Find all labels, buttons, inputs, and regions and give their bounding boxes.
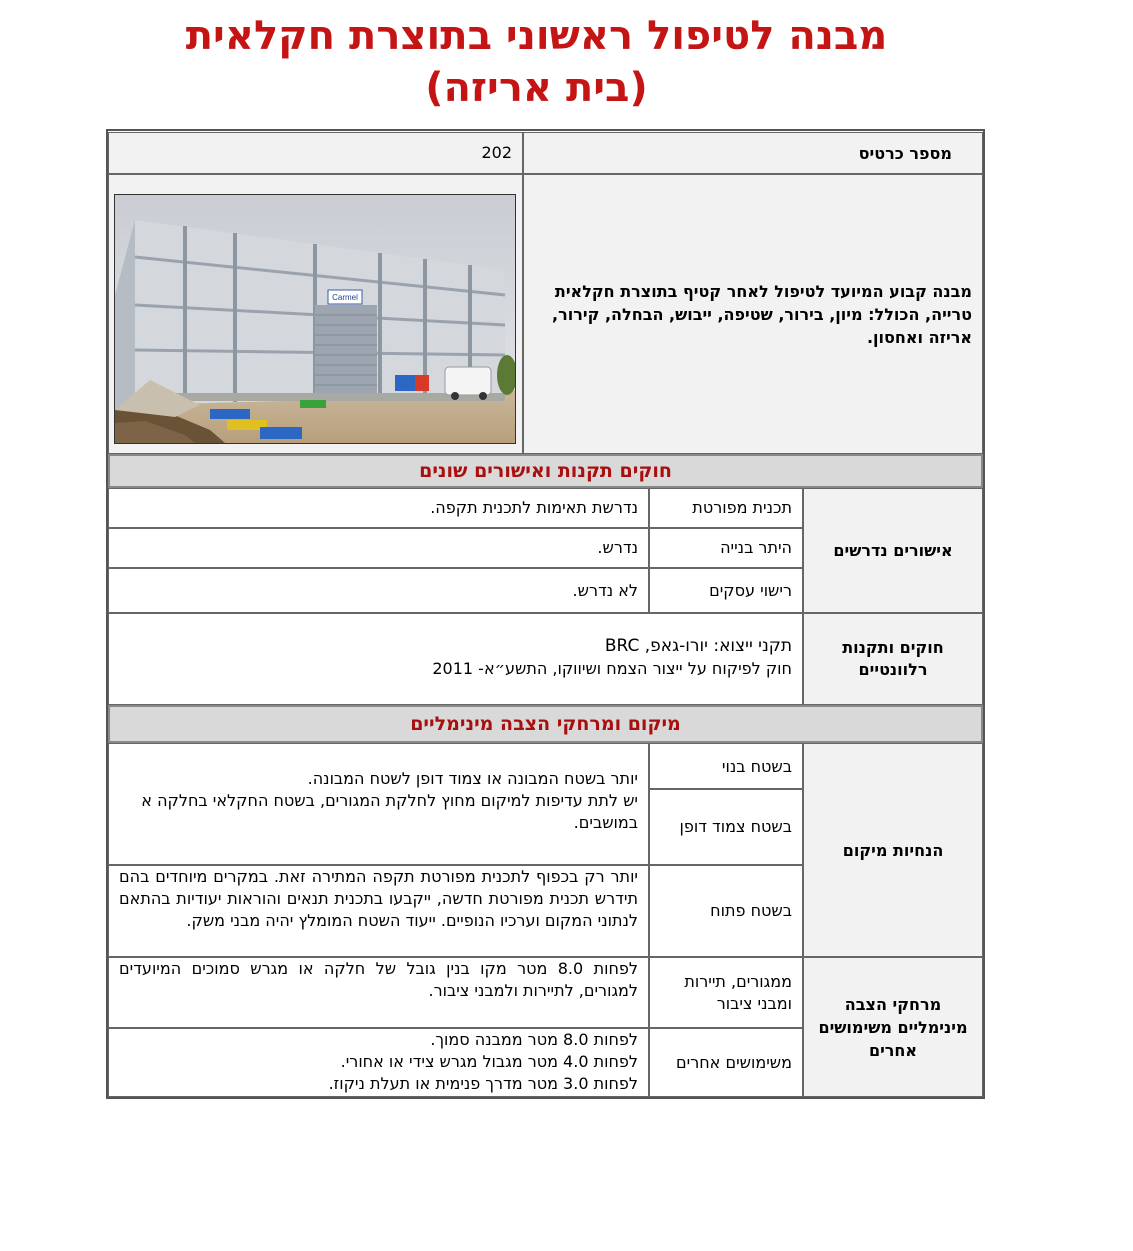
approval-value-cell bbox=[108, 488, 649, 528]
residential-label: ממגורים, תיירות ומבני ציבור bbox=[684, 971, 792, 1013]
other-uses-line: לפחות 4.0 מטר מגבול מגרש צידי או אחורי. bbox=[340, 1052, 638, 1071]
open-area-label: בשטח פתוח bbox=[710, 901, 792, 920]
built-adjacent-text-cell bbox=[108, 743, 649, 865]
approval-name: היתר בנייה bbox=[720, 538, 792, 557]
laws-label: חוקים ותקנות רלוונטיים bbox=[842, 638, 944, 679]
adjacent-area-label-cell bbox=[649, 789, 803, 865]
built-area-label-cell bbox=[649, 743, 803, 789]
laws-section-title: חוקים תקנות ואישורים שונים bbox=[419, 460, 672, 482]
approval-name: רישוי עסקים bbox=[709, 580, 792, 600]
distances-label-cell bbox=[803, 957, 983, 1097]
laws-text-cell bbox=[108, 613, 803, 705]
location-section-title: מיקום ומרחקי הצבה מינימליים bbox=[410, 713, 681, 735]
open-area-label-cell bbox=[649, 865, 803, 957]
title-line-1: מבנה לטיפול ראשוני בתוצרת חקלאית bbox=[185, 13, 888, 59]
title-line-2: (בית אריזה) bbox=[425, 65, 648, 111]
distances-label: מרחקי הצבה מינימליים משימושים אחרים bbox=[818, 994, 968, 1060]
built-adjacent-text-2: יש לתת עדיפות למיקום מחוץ לחלקת המגורים, בשטח החקלאי בחלקה א במושבים. bbox=[141, 791, 638, 832]
page-title bbox=[0, 10, 1073, 114]
photo-sign-text: Carmel bbox=[332, 293, 358, 302]
approval-value: נדרש. bbox=[597, 538, 638, 557]
approvals-label-cell bbox=[803, 488, 983, 613]
built-area-label: בשטח בנוי bbox=[721, 757, 792, 776]
laws-line-1: תקני ייצוא: יורו-גאפ, BRC bbox=[604, 636, 792, 656]
other-uses-line: לפחות 8.0 מטר ממבנה סמוך. bbox=[430, 1030, 638, 1049]
residential-text: לפחות 8.0 מטר מקו בנין גובל של חלקה או מגרש סמוכים המיועדים למגורים, לתיירות ולמבני ציבור. bbox=[119, 959, 639, 1000]
other-uses-line: לפחות 3.0 מטר מדרך פנימית או תעלת ניקוז. bbox=[328, 1074, 638, 1093]
approval-name-cell bbox=[649, 488, 803, 528]
adjacent-area-label: בשטח צמוד דופן bbox=[679, 817, 792, 836]
open-area-text: יותר רק בכפוף לתכנית מפורטת תקפה המתירה זאת. במקרים מיוחדים בהם תידרש תכנית מפורטת חדשה, ייקבעו בתכנית תנאים והוראות יעודיות בהתאם לנתוני המקום וערכיו הנופיים. ייעוד השטח המומלץ יהיה מבני משק. bbox=[119, 867, 638, 930]
approval-value-cell bbox=[108, 528, 649, 568]
location-label: הנחיות מיקום bbox=[842, 840, 944, 860]
location-label-cell bbox=[803, 743, 983, 957]
other-uses-label: משימושים אחרים bbox=[676, 1052, 792, 1072]
built-adjacent-text-1: יותר בשטח המבונה או צמוד דופן לשטח המבונה. bbox=[307, 769, 638, 788]
card-number-label: מספר כרטיס bbox=[858, 143, 952, 163]
residential-text-cell bbox=[108, 957, 649, 1028]
card-number-value-cell bbox=[108, 132, 523, 174]
laws-section-header bbox=[108, 454, 983, 488]
other-uses-text-cell bbox=[108, 1028, 649, 1097]
open-area-text-cell bbox=[108, 865, 649, 957]
description-cell bbox=[523, 174, 983, 454]
laws-label-cell bbox=[803, 613, 983, 705]
approval-name: תכנית מפורטת bbox=[692, 498, 792, 517]
approvals-label: אישורים נדרשים bbox=[833, 541, 953, 560]
building-photo bbox=[114, 194, 516, 444]
card-number-value: 202 bbox=[481, 143, 512, 162]
card-number-label-cell bbox=[523, 132, 983, 174]
approval-name-cell bbox=[649, 528, 803, 568]
approval-value-cell bbox=[108, 568, 649, 613]
approval-name-cell bbox=[649, 568, 803, 613]
approval-value: לא נדרש. bbox=[572, 580, 638, 600]
approval-value: נדרשת תאימות לתכנית תקפה. bbox=[430, 498, 638, 517]
laws-line-2: חוק לפיקוח על ייצור הצמח ושיווקו, התשע״א- 2011 bbox=[432, 659, 792, 678]
location-section-header bbox=[108, 705, 983, 743]
residential-label-cell bbox=[649, 957, 803, 1028]
description-text: מבנה קבוע המיועד לטיפול לאחר קטיף בתוצרת חקלאית טרייה, הכולל: מיון, בירור, שטיפה, ייבוש, הבחלה, קירור, אריזה ואחסון. bbox=[552, 281, 972, 347]
other-uses-label-cell bbox=[649, 1028, 803, 1097]
